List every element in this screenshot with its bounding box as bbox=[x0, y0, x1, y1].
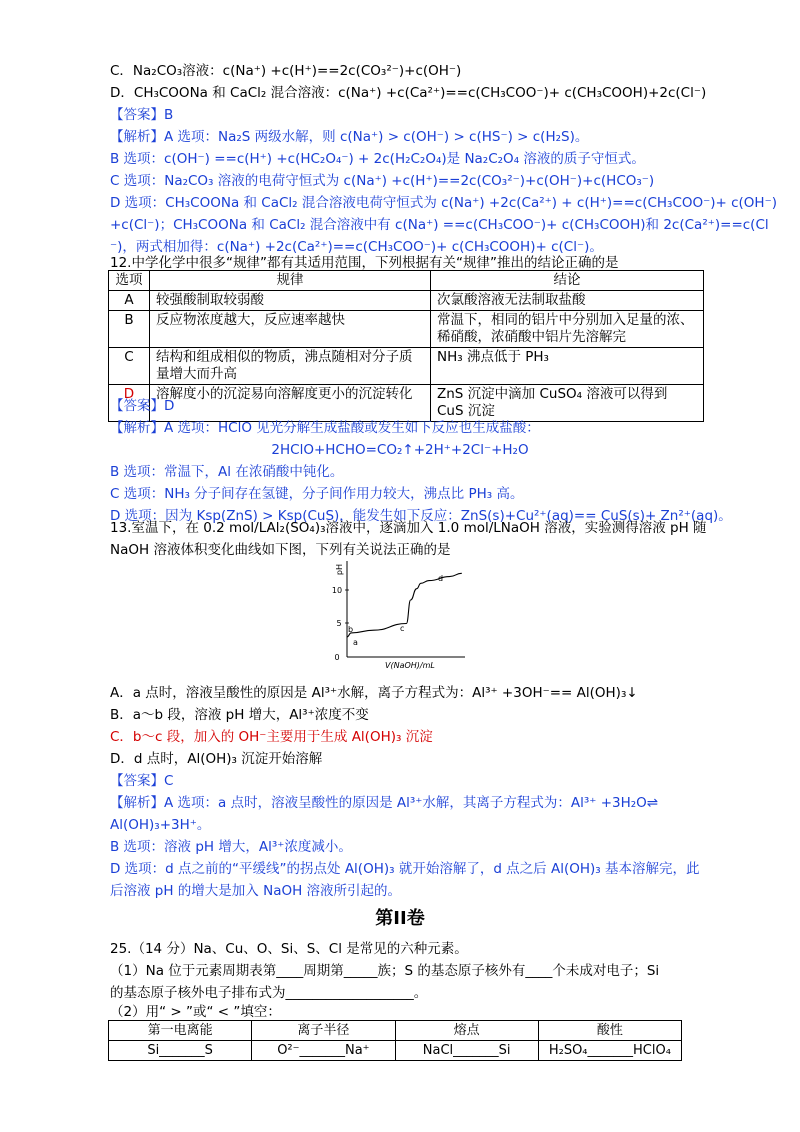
q13-answer: 【答案】C bbox=[110, 773, 174, 789]
q25-stem: 25.（14 分）Na、Cu、O、Si、S、Cl 是常见的六种元素。 bbox=[110, 941, 468, 957]
row-rule: 反应物浓度越大，反应速率越快 bbox=[150, 311, 431, 348]
row-conclusion: 常温下，相同的铝片中分别加入足量的浓、稀硝酸，浓硝酸中铝片先溶解完 bbox=[431, 311, 704, 348]
q13-stem-2: NaOH 溶液体积变化曲线如下图，下列有关说法正确的是 bbox=[110, 542, 451, 558]
row-rule: 结构和组成相似的物质，沸点随相对分子质量增大而升高 bbox=[150, 348, 431, 385]
header-acidity: 酸性 bbox=[538, 1021, 681, 1041]
row-option: C bbox=[109, 348, 150, 385]
q13-option-c: C．b～c 段，加入的 OH⁻主要用于生成 Al(OH)₃ 沉淀 bbox=[110, 729, 433, 745]
q11-analysis-d1: D 选项：CH₃COONa 和 CaCl₂ 混合溶液电荷守恒式为 c(Na⁺) +2c(Ca²⁺) + c(H⁺)==c(CH₃COO⁻)+ c(OH⁻) bbox=[110, 195, 777, 211]
q12-analysis-b: B 选项：常温下，Al 在浓硝酸中钝化。 bbox=[110, 464, 344, 480]
q12-rules-table bbox=[108, 270, 704, 422]
q25-part1-line1: （1）Na 位于元素周期表第____周期第_____族；S 的基态原子核外有____个未成对电子；Si bbox=[110, 963, 660, 979]
table-header-row bbox=[109, 1021, 682, 1041]
section-title: 第II卷 bbox=[375, 908, 425, 929]
row-rule: 较强酸制取较弱酸 bbox=[150, 291, 431, 311]
row-option: B bbox=[109, 311, 150, 348]
q13-option-b: B．a～b 段，溶液 pH 增大，Al³⁺浓度不变 bbox=[110, 707, 369, 723]
point-label-d: d bbox=[438, 574, 444, 583]
header-melting-point: 熔点 bbox=[395, 1021, 538, 1041]
y-tick-0: 0 bbox=[334, 653, 340, 662]
q25-part2: （2）用“ > ”或“ < ”填空： bbox=[110, 1004, 281, 1020]
header-option: 选项 bbox=[109, 271, 150, 291]
point-label-b: b bbox=[348, 625, 354, 634]
table-row bbox=[109, 348, 704, 385]
header-ion-radius: 离子半径 bbox=[252, 1021, 395, 1041]
q13-analysis-a1: 【解析】A 选项：a 点时，溶液呈酸性的原因是 Al³⁺水解，其离子方程式为：Al³⁺ +3H₂O⇌ bbox=[110, 795, 659, 811]
q13-option-a: A．a 点时，溶液呈酸性的原因是 Al³⁺水解，离子方程式为：Al³⁺ +3OH⁻== Al(OH)₃↓ bbox=[110, 685, 638, 701]
blank-ionization: Si_______S bbox=[109, 1041, 252, 1061]
row-rule: 溶解度小的沉淀易向溶解度更小的沉淀转化 bbox=[150, 385, 431, 422]
q12-answer: 【答案】D bbox=[110, 398, 175, 414]
y-axis-label: pH bbox=[335, 564, 344, 576]
q13-analysis-d1: D 选项：d 点之前的“平缓线”的拐点处 Al(OH)₃ 就开始溶解了，d 点之后 Al(OH)₃ 基本溶解完，此 bbox=[110, 861, 700, 877]
point-label-a: a bbox=[353, 638, 358, 647]
q13-analysis-a2: Al(OH)₃+3H⁺。 bbox=[110, 817, 211, 833]
blank-acidity: H₂SO₄_______HClO₄ bbox=[538, 1041, 681, 1061]
y-tick-5: 5 bbox=[336, 619, 342, 628]
q11-option-c: C．Na₂CO₃溶液：c(Na⁺) +c(H⁺)==2c(CO₃²⁻)+c(OH⁻) bbox=[110, 63, 462, 79]
q12-analysis-c: C 选项：NH₃ 分子间存在氢键，分子间作用力较大，沸点比 PH₃ 高。 bbox=[110, 486, 524, 502]
y-tick-10: 10 bbox=[331, 586, 343, 595]
header-ionization: 第一电离能 bbox=[109, 1021, 252, 1041]
q13-analysis-d2: 后溶液 pH 的增大是加入 NaOH 溶液所引起的。 bbox=[110, 883, 402, 899]
q11-analysis-d3: ⁻)，两式相加得：c(Na⁺) +2c(Ca²⁺)==c(CH₃COO⁻)+ c(CH₃COOH)+ c(Cl⁻)。 bbox=[110, 239, 603, 255]
row-option: D bbox=[109, 385, 150, 422]
ph-titration-graph bbox=[325, 555, 475, 670]
q25-compare-table bbox=[108, 1020, 682, 1061]
q12-analysis-d: D 选项：因为 Ksp(ZnS) > Ksp(CuS)，能发生如下反应：ZnS(s)+Cu²⁺(aq)== CuS(s)+ Zn²⁺(aq)。 bbox=[110, 508, 732, 524]
q12-equation: 2HClO+HCHO=CO₂↑+2H⁺+2Cl⁻+H₂O bbox=[271, 442, 529, 458]
header-rule: 规律 bbox=[150, 271, 431, 291]
q13-stem-1: 13.室温下，在 0.2 mol/LAl₂(SO₄)₃溶液中，逐滴加入 1.0 mol/LNaOH 溶液，实验测得溶液 pH 随 bbox=[110, 520, 707, 536]
q13-analysis-b: B 选项：溶液 pH 增大，Al³⁺浓度减小。 bbox=[110, 839, 352, 855]
blank-melting-point: NaCl_______Si bbox=[395, 1041, 538, 1061]
table-header-row bbox=[109, 271, 704, 291]
point-label-c: c bbox=[400, 624, 405, 633]
q11-analysis-d2: +c(Cl⁻)；CH₃COONa 和 CaCl₂ 混合溶液中有 c(Na⁺) ==c(CH₃COO⁻)+ c(CH₃COOH)和 2c(Ca²⁺)==c(Cl bbox=[110, 217, 769, 233]
q25-part1-line2: 的基态原子核外电子排布式为___________________。 bbox=[110, 985, 428, 1001]
q11-analysis-c: C 选项：Na₂CO₃ 溶液的电荷守恒式为 c(Na⁺) +c(H⁺)==2c(CO₃²⁻)+c(OH⁻)+c(HCO₃⁻) bbox=[110, 173, 655, 189]
q11-answer: 【答案】B bbox=[110, 107, 174, 123]
q13-option-d: D．d 点时，Al(OH)₃ 沉淀开始溶解 bbox=[110, 751, 323, 767]
q12-analysis-a: 【解析】A 选项：HClO 见光分解生成盐酸或发生如下反应也生成盐酸： bbox=[110, 420, 540, 436]
q11-analysis-b: B 选项：c(OH⁻) ==c(H⁺) +c(HC₂O₄⁻) + 2c(H₂C₂O₄)是 Na₂C₂O₄ 溶液的质子守恒式。 bbox=[110, 151, 645, 167]
row-conclusion: NH₃ 沸点低于 PH₃ bbox=[431, 348, 704, 385]
q11-option-d: D．CH₃COONa 和 CaCl₂ 混合溶液：c(Na⁺) +c(Ca²⁺)==c(CH₃COO⁻)+ c(CH₃COOH)+2c(Cl⁻) bbox=[110, 85, 707, 101]
q12-stem: 12.中学化学中很多“规律”都有其适用范围，下列根据有关“规律”推出的结论正确的是 bbox=[110, 255, 619, 271]
row-conclusion: 次氯酸溶液无法制取盐酸 bbox=[431, 291, 704, 311]
x-axis-label: V(NaOH)/mL bbox=[385, 661, 435, 670]
blank-ion-radius: O²⁻_______Na⁺ bbox=[252, 1041, 395, 1061]
header-conclusion: 结论 bbox=[431, 271, 704, 291]
table-row bbox=[109, 1041, 682, 1061]
table-row bbox=[109, 385, 704, 422]
table-row bbox=[109, 291, 704, 311]
row-option: A bbox=[109, 291, 150, 311]
table-row bbox=[109, 311, 704, 348]
row-conclusion: ZnS 沉淀中滴加 CuSO₄ 溶液可以得到 CuS 沉淀 bbox=[431, 385, 704, 422]
q11-analysis-a: 【解析】A 选项：Na₂S 两级水解，则 c(Na⁺) > c(OH⁻) > c(HS⁻) > c(H₂S)。 bbox=[110, 129, 589, 145]
